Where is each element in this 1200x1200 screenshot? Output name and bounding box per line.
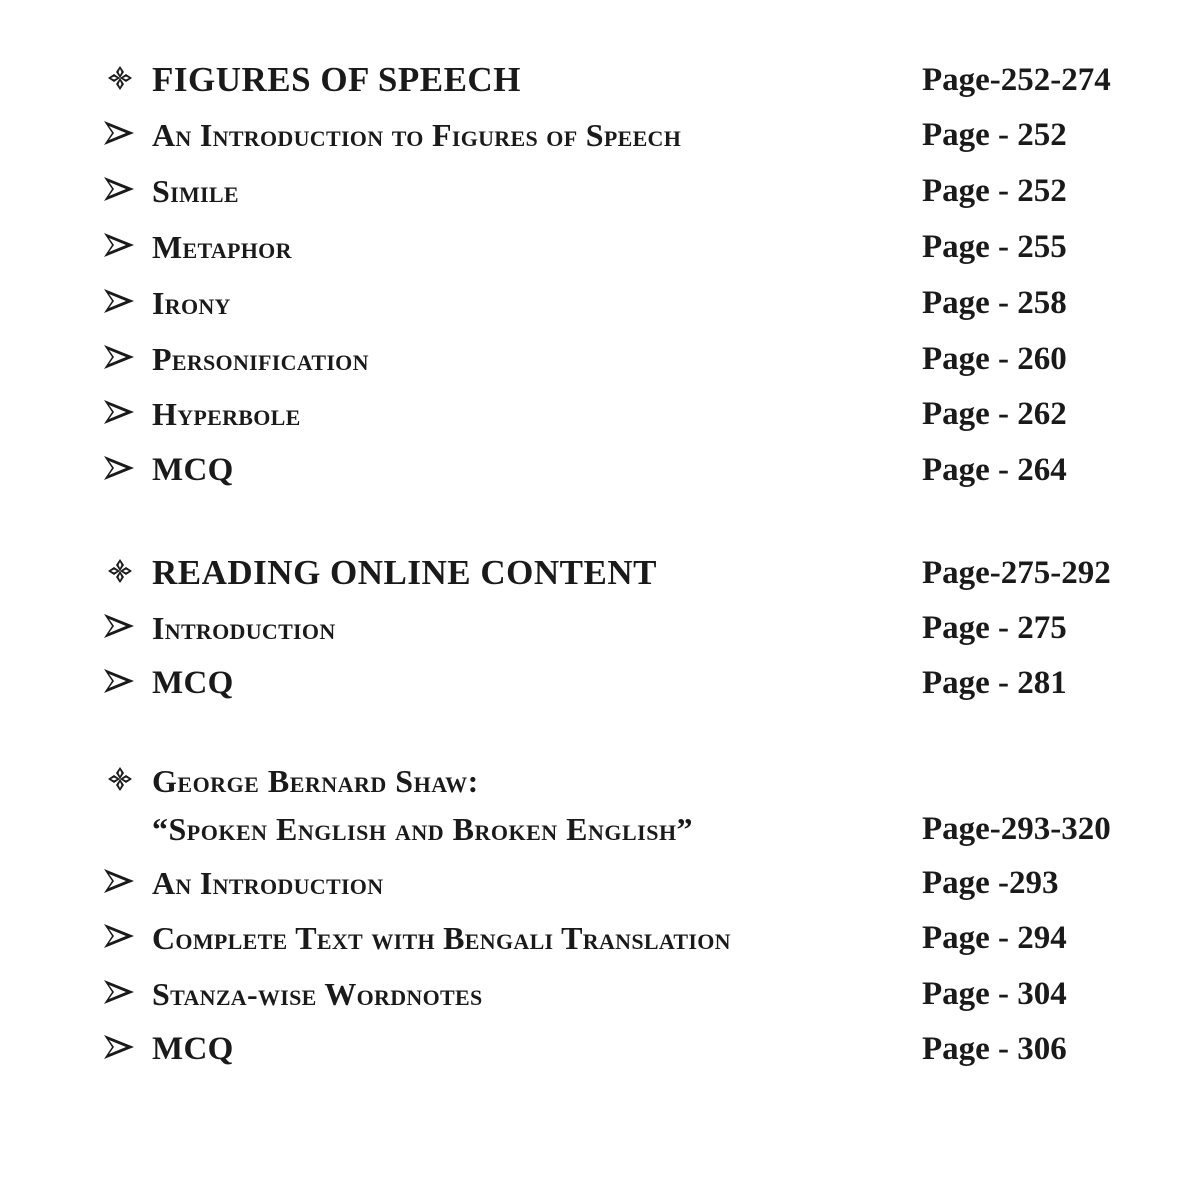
toc-item-page: Page - 258 <box>922 285 1067 321</box>
toc-item-page: Page - 306 <box>922 1031 1067 1067</box>
toc-item[interactable] <box>100 966 1160 1022</box>
toc-item[interactable] <box>100 386 1160 442</box>
toc-item-page: Page -293 <box>922 865 1059 901</box>
arrowhead-bullet-icon <box>100 225 140 265</box>
toc-item-page: Page - 275 <box>922 610 1067 646</box>
toc-item[interactable] <box>100 442 1160 498</box>
section-heading-figures-of-speech[interactable] <box>100 52 1160 108</box>
four-diamond-ornament-icon <box>100 58 140 98</box>
toc-item-label: Stanza-wise Wordnotes <box>152 976 483 1012</box>
arrowhead-bullet-icon <box>100 281 140 321</box>
section-heading-subtitle: “Spoken English and Broken English” <box>152 811 694 847</box>
toc-item-label: MCQ <box>152 1031 234 1067</box>
four-diamond-ornament-icon <box>100 551 140 591</box>
arrowhead-bullet-icon <box>100 916 140 956</box>
toc-item-page: Page - 294 <box>922 920 1067 956</box>
toc-item-label: Metaphor <box>152 229 292 265</box>
toc-item-page: Page - 252 <box>922 117 1067 153</box>
toc-item-label: Irony <box>152 285 231 321</box>
toc-item-label: Hyperbole <box>152 396 301 432</box>
toc-item-page: Page - 304 <box>922 976 1067 1012</box>
toc-item-page: Page - 281 <box>922 665 1067 701</box>
four-diamond-ornament-icon <box>100 759 140 799</box>
arrowhead-bullet-icon <box>100 113 140 153</box>
toc-item-label: Simile <box>152 173 239 209</box>
section-heading-title-line[interactable] <box>100 801 1160 857</box>
toc-item-page: Page - 255 <box>922 229 1067 265</box>
toc-item-page: Page - 260 <box>922 341 1067 377</box>
section-page-range: Page-275-292 <box>922 555 1111 591</box>
toc-item-page: Page - 262 <box>922 396 1067 432</box>
toc-item-page: Page - 264 <box>922 452 1067 488</box>
section-page-range: Page-252-274 <box>922 62 1111 98</box>
toc-item[interactable] <box>100 600 1160 656</box>
section-heading-reading-online-content[interactable] <box>100 545 1160 601</box>
arrowhead-bullet-icon <box>100 972 140 1012</box>
toc-item-label: Complete Text with Bengali Translation <box>152 920 731 956</box>
toc-item[interactable] <box>100 655 1160 711</box>
toc-item-label: MCQ <box>152 665 234 701</box>
toc-item-label: MCQ <box>152 452 234 488</box>
toc-item-label: An Introduction to Figures of Speech <box>152 117 682 153</box>
toc-item[interactable] <box>100 219 1160 275</box>
toc-item-page: Page - 252 <box>922 173 1067 209</box>
arrowhead-bullet-icon <box>100 448 140 488</box>
section-heading-label: George Bernard Shaw: <box>152 763 479 799</box>
toc-item[interactable] <box>100 107 1160 163</box>
toc-item-label: An Introduction <box>152 865 384 901</box>
arrowhead-bullet-icon <box>100 169 140 209</box>
toc-item[interactable] <box>100 1021 1160 1077</box>
toc-item-label: Introduction <box>152 610 336 646</box>
toc-item[interactable] <box>100 855 1160 911</box>
toc-item[interactable] <box>100 331 1160 387</box>
arrowhead-bullet-icon <box>100 606 140 646</box>
toc-item[interactable] <box>100 275 1160 331</box>
section-page-range: Page-293-320 <box>922 811 1111 847</box>
arrowhead-bullet-icon <box>100 392 140 432</box>
toc-item[interactable] <box>100 163 1160 219</box>
arrowhead-bullet-icon <box>100 337 140 377</box>
arrowhead-bullet-icon <box>100 1027 140 1067</box>
toc-item[interactable] <box>100 910 1160 966</box>
arrowhead-bullet-icon <box>100 861 140 901</box>
arrowhead-bullet-icon <box>100 661 140 701</box>
toc-item-label: Personification <box>152 341 369 377</box>
section-heading-label: FIGURES OF SPEECH <box>152 60 521 99</box>
section-heading-label: READING ONLINE CONTENT <box>152 553 657 592</box>
